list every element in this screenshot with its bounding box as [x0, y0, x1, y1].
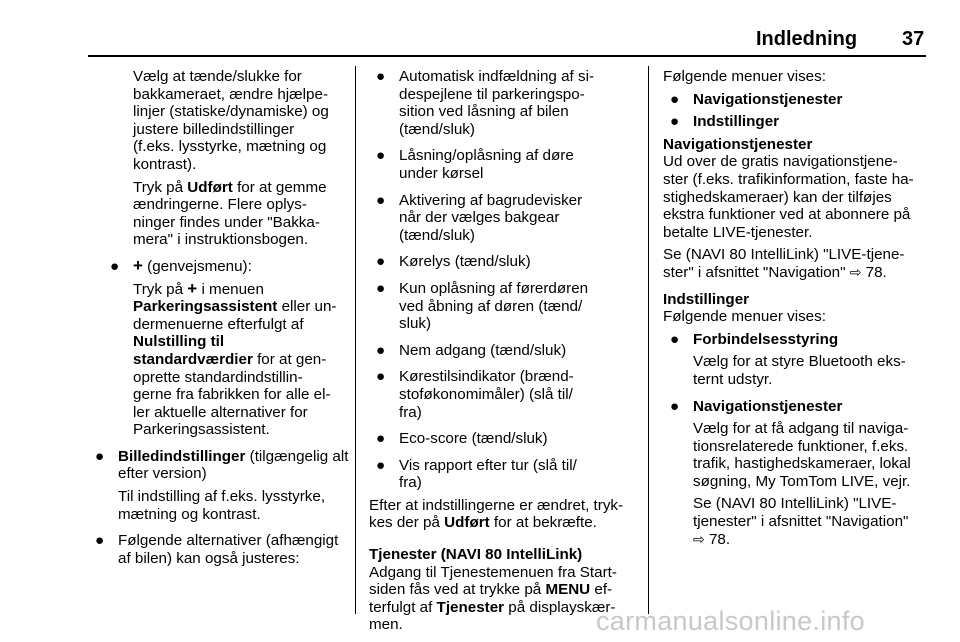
list-item	[88, 448, 350, 523]
list-item	[369, 342, 644, 360]
text-line: kes der på Udført for at bekræfte.	[369, 514, 597, 532]
plus-icon: +	[133, 255, 143, 275]
list-item	[369, 147, 644, 182]
bullet-icon: ●	[376, 368, 386, 386]
column-3	[663, 68, 933, 548]
bullet-icon: ●	[95, 532, 105, 550]
list-item	[369, 457, 644, 492]
list-item	[369, 68, 644, 138]
text-line: Efter at indstillingerne er ændret, tryk-	[369, 496, 624, 514]
text-line: mætning og kontrast.	[118, 505, 261, 523]
text-line: justere billedindstillinger	[133, 120, 295, 138]
section-heading: Indstillinger	[663, 290, 750, 308]
page-number: 37	[902, 28, 925, 50]
text-line: ændringerne. Flere oplys-	[133, 196, 307, 214]
list-item	[369, 368, 644, 421]
text-line: Automatisk indfældning af si-	[399, 68, 594, 85]
column-1	[88, 68, 350, 567]
column-2	[369, 68, 644, 634]
text-line: Tryk på Udført for at gemme	[133, 178, 327, 196]
text-line: men.	[369, 616, 403, 634]
bullet-icon: ●	[376, 456, 386, 474]
bullet-icon: ●	[670, 90, 680, 108]
text-line: Vælg for at styre Bluetooth eks-	[693, 353, 906, 371]
list-item	[663, 331, 933, 389]
text-line: (tænd/sluk)	[399, 120, 475, 138]
text-line: efter version)	[118, 465, 207, 483]
text-line: Følgende menuer vises:	[663, 308, 826, 326]
text-line: Parkeringsassistent eller un-	[133, 298, 337, 316]
text-line: Følgende alternativer (afhængigt	[118, 532, 339, 550]
text-line: dermenuerne efterfulgt af	[133, 315, 304, 333]
bullet-icon: ●	[110, 257, 120, 275]
text-line: siden fås ved at trykke på MENU ef-	[369, 581, 613, 599]
bullet-icon: ●	[376, 191, 386, 209]
text-line: Vis rapport efter tur (slå til/	[399, 456, 577, 474]
text-line: Navigationstjenester	[693, 90, 843, 108]
text-line: Kørelys (tænd/sluk)	[399, 253, 531, 271]
text-line: ster" i afsnittet "Navigation" ⇨ 78.	[663, 263, 887, 281]
plus-paragraph	[88, 278, 350, 439]
list-item	[663, 113, 933, 131]
text-line: Ud over de gratis navigationstjene-	[663, 153, 898, 171]
text-line: Se (NAVI 80 IntelliLink) "LIVE-tjene-	[663, 246, 905, 264]
list-item	[663, 398, 933, 549]
text-line: trafik, hastighedskameraer, lokal	[693, 455, 911, 473]
bullet-icon: ●	[670, 397, 680, 415]
text-line: stoføkonomimåler) (slå til/	[399, 385, 573, 403]
text-line: oprette standardindstillin-	[133, 368, 303, 386]
text-line: standardværdier for at gen-	[133, 350, 327, 368]
text-line: ⇨ 78.	[693, 530, 731, 548]
text-line: Se (NAVI 80 IntelliLink) "LIVE-	[693, 495, 897, 513]
text-line: Eco-score (tænd/sluk)	[399, 430, 548, 448]
text-line: af bilen) kan også justeres:	[118, 549, 300, 567]
bullet-icon: ●	[376, 147, 386, 165]
text-line: ved åbning af døren (tænd/	[399, 297, 583, 315]
bullet-icon: ●	[376, 68, 386, 85]
text-line: ternt udstyr.	[693, 370, 773, 388]
text-line: Forbindelsesstyring	[693, 330, 839, 348]
text-line: sition ved låsning af bilen	[399, 103, 569, 121]
text-line: Adgang til Tjenestemenuen fra Start-	[369, 563, 617, 581]
list-item	[369, 430, 644, 448]
text-line: Kørestilsindikator (brænd-	[399, 368, 574, 386]
text-line: ekstra funktioner ved at abonnere på	[663, 206, 911, 224]
text-line: ster (f.eks. trafikinformation, faste ha-	[663, 170, 914, 188]
text-line: tionsrelaterede funktioner, f.eks.	[693, 437, 909, 455]
text-line: Låsning/oplåsning af døre	[399, 147, 574, 165]
text-line: ler aktuelle alternativer for	[133, 403, 308, 421]
bullet-icon: ●	[376, 279, 386, 297]
text-line: Nulstilling til	[133, 333, 225, 351]
text-line: Parkeringsassistent.	[133, 421, 270, 439]
text-line: tjenester" i afsnittet "Navigation"	[693, 513, 909, 531]
section-title: Indledning	[756, 28, 858, 50]
text-line: terfulgt af Tjenester på displayskær-	[369, 598, 616, 616]
text-line: fra)	[399, 403, 422, 421]
text-line: Vælg for at få adgang til naviga-	[693, 420, 909, 438]
plus-icon: +	[187, 278, 198, 298]
text-line: sluk)	[399, 315, 432, 333]
text-line: Navigationstjenester	[693, 397, 843, 415]
section-heading: Navigationstjenester	[663, 135, 813, 153]
list-item	[663, 91, 933, 109]
list-item	[369, 280, 644, 333]
bullet-icon: ●	[670, 113, 680, 131]
section-heading: Tjenester (NAVI 80 IntelliLink)	[369, 546, 583, 564]
text-line: mera" i instruktionsbogen.	[133, 231, 309, 249]
text-line: Aktivering af bagrudevisker	[399, 191, 583, 209]
column-divider	[355, 66, 356, 614]
save-paragraph	[88, 179, 350, 249]
bullet-icon: ●	[95, 447, 105, 465]
bullet-icon: ●	[670, 330, 680, 348]
text-line: despejlene til parkeringspo-	[399, 85, 585, 103]
text-line: ninger findes under "Bakka-	[133, 213, 320, 231]
text-line: Kun oplåsning af førerdøren	[399, 279, 589, 297]
header-rule	[88, 55, 926, 57]
text-line: kontrast).	[133, 155, 197, 173]
list-item	[88, 532, 350, 567]
text-line: (f.eks. lysstyrke, mætning og	[133, 138, 327, 156]
text-line: søgning, My TomTom LIVE, vejr.	[693, 472, 911, 490]
text-line: Nem adgang (tænd/sluk)	[399, 341, 567, 359]
text-line: Indstillinger	[693, 113, 780, 131]
text-line: linjer (statiske/dynamiske) og	[133, 103, 329, 121]
bullet-icon: ●	[376, 253, 386, 271]
text-line: betalte LIVE-tjenester.	[663, 223, 813, 241]
list-item	[88, 255, 350, 276]
text-line: gerne fra fabrikken for alle el-	[133, 386, 331, 404]
text-line: + (genvejsmenu):	[133, 255, 252, 275]
text-line: når der vælges bakgear	[399, 209, 560, 227]
intro-paragraph	[88, 68, 350, 174]
page-reference-arrow-icon: ⇨	[693, 530, 705, 547]
text-line: fra)	[399, 474, 422, 492]
text-line: bakkameraet, ændre hjælpe-	[133, 85, 329, 103]
text-line: Tryk på + i menuen	[133, 278, 264, 298]
column-divider	[648, 66, 649, 614]
text-line: under kørsel	[399, 164, 484, 182]
text-line: Billedindstillinger (tilgængelig alt	[118, 447, 349, 465]
text-line: (tænd/sluk)	[399, 226, 475, 244]
page-reference-arrow-icon: ⇨	[849, 263, 862, 280]
text-line: Til indstilling af f.eks. lysstyrke,	[118, 488, 326, 506]
list-item	[369, 192, 644, 245]
list-item	[369, 253, 644, 271]
watermark: carmanualsonline.info	[596, 606, 865, 636]
bullet-icon: ●	[376, 341, 386, 359]
text-line: Vælg at tænde/slukke for	[133, 68, 302, 85]
text-line: stighedskameraer) kan der tilføjes	[663, 188, 892, 206]
text-line: Følgende menuer vises:	[663, 68, 826, 85]
bullet-icon: ●	[376, 430, 386, 448]
